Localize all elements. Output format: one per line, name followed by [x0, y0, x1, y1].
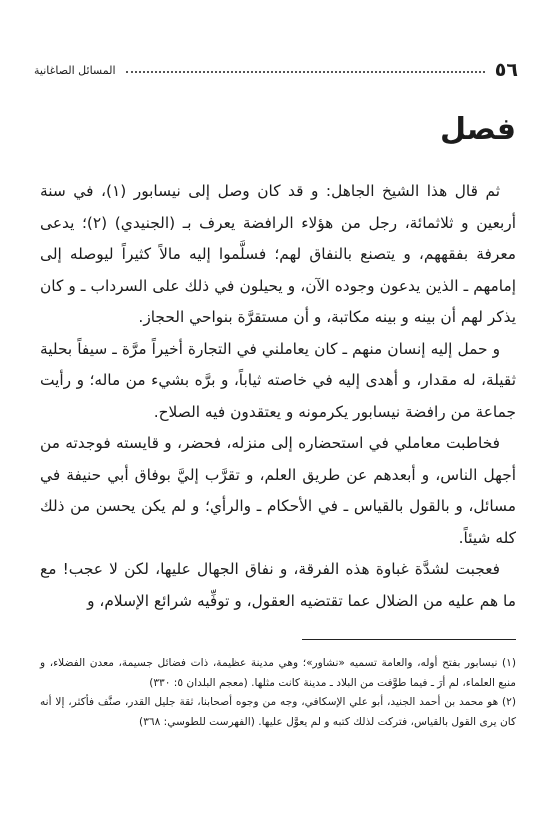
section-title: فصل	[440, 112, 516, 147]
running-title: المسائل الصاغانية	[34, 63, 116, 77]
footnote: (١) نيسابور بفتح أوله، والعامة تسميه «نشاور»؛ وهي مدينة عظيمة، ذات فضائل جسيمة، معدن الفضلاء، و منبع العلماء، لم أرَ ـ فيما طوَّفت من البلاد ـ مدينة كانت مثلها. (معجم البلدان ٥: ٣٣٠)	[40, 657, 516, 689]
header-dotted-leader	[126, 71, 485, 73]
paragraph: فخاطبت معاملي في استحضاره إلى منزله، فحضر، و قايسته فوجدته من أجهل الناس، و أبعدهم عن طريق العلم، و تقرَّب إليَّ بوفاق أبي حنيفة في مسائل، و بالقول بالقياس ـ في الأحكام ـ والرأي؛ و لم يكن يحسن من ذلك كله شيئاً.	[40, 434, 516, 547]
running-header	[34, 58, 518, 82]
page-number: ٥٦	[494, 59, 518, 81]
footnote-separator	[302, 639, 516, 640]
main-text	[40, 176, 516, 617]
footnote: (٢) هو محمد بن أحمد الجنيد، أبو علي الإسكافي، وجه من وجوه أصحابنا، ثقة جليل القدر، صنَّف فأكثر، إلا أنه كان يرى القول بالقياس، فتركت لذلك كتبه و لم يعوَّل عليها. (الفهرست للطوسي: ٣٦٨)	[40, 696, 516, 728]
footnotes	[40, 654, 516, 732]
paragraph: و حمل إليه إنسان منهم ـ كان يعاملني في التجارة أخيراً مرَّة ـ سيفاً بحلية ثقيلة، له مقدار، و أهدى إليه في خاصته ثياباً، و برَّه بشيء من ماله؛ و رأيت جماعة من رافضة نيسابور يكرمونه و يعتقدون فيه الصلاح.	[40, 339, 516, 421]
paragraph: ثم قال هذا الشيخ الجاهل: و قد كان وصل إلى نيسابور (١)، في سنة أربعين و ثلاثمائة، رجل من هؤلاء الرافضة يعرف بـ (الجنيدي) (٢)؛ يدعى معرفة بفقههم، و يتصنع بالنفاق لهم؛ فسلَّموا إليه مالاً كثيراً ليوصله إلى إمامهم ـ الذين يدعون وجوده الآن، و يحيلون في ذلك على السرداب ـ و كان يذكر لهم أن بينه و بينه مكاتبة، و أن مستقرَّة بنواحي الحجاز.	[40, 182, 516, 326]
paragraph: فعجبت لشدَّة غباوة هذه الفرقة، و نفاق الجهال عليها، لكن لا عجب! مع ما هم عليه من الضلال عما تقتضيه العقول، و توفِّيه شرائع الإسلام، و	[40, 560, 516, 610]
